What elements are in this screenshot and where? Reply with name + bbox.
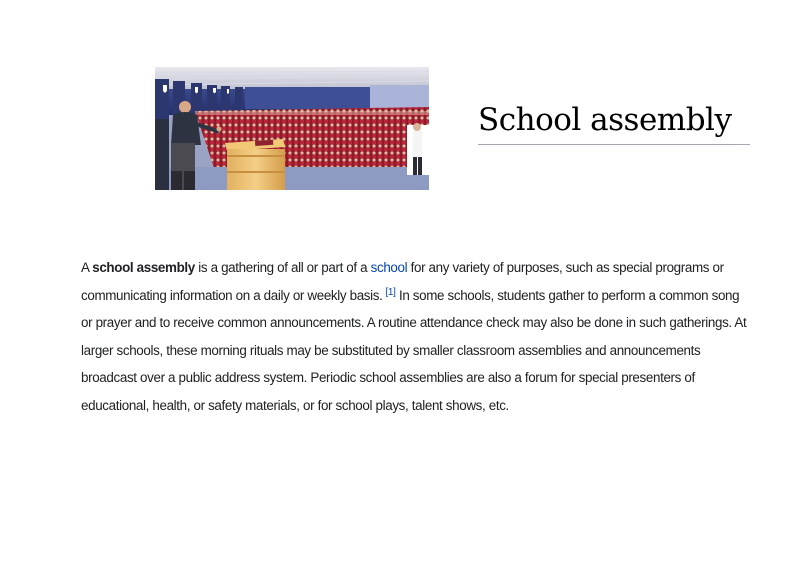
article-paragraph [81, 254, 753, 420]
paragraph-body-text: In some schools, students gather to perform a common song or prayer and to receive common announcements. A routine attendance check may also be done in such gatherings. At larger schools, these morning rituals may be substituted by smaller classroom assemblies and announcements broadcast over a public address system. Periodic school assemblies are also a forum for special presenters of educational, health, or safety materials, or for school plays, talent shows, etc. [81, 287, 747, 413]
page-title: School assembly [478, 100, 750, 145]
school-link[interactable]: school [370, 260, 408, 275]
paragraph-lead-text-continued: is a gathering of all or part of a [194, 260, 371, 275]
paragraph-lead-text: A [81, 260, 93, 275]
school-assembly-photo [155, 67, 429, 190]
citation-ref-link[interactable]: [1] [385, 286, 396, 298]
paragraph-lead-text-end: for any variety of purposes, such as special programs or communicating information on a daily or weekly basis. [81, 260, 724, 303]
bold-term: school assembly [92, 260, 195, 275]
